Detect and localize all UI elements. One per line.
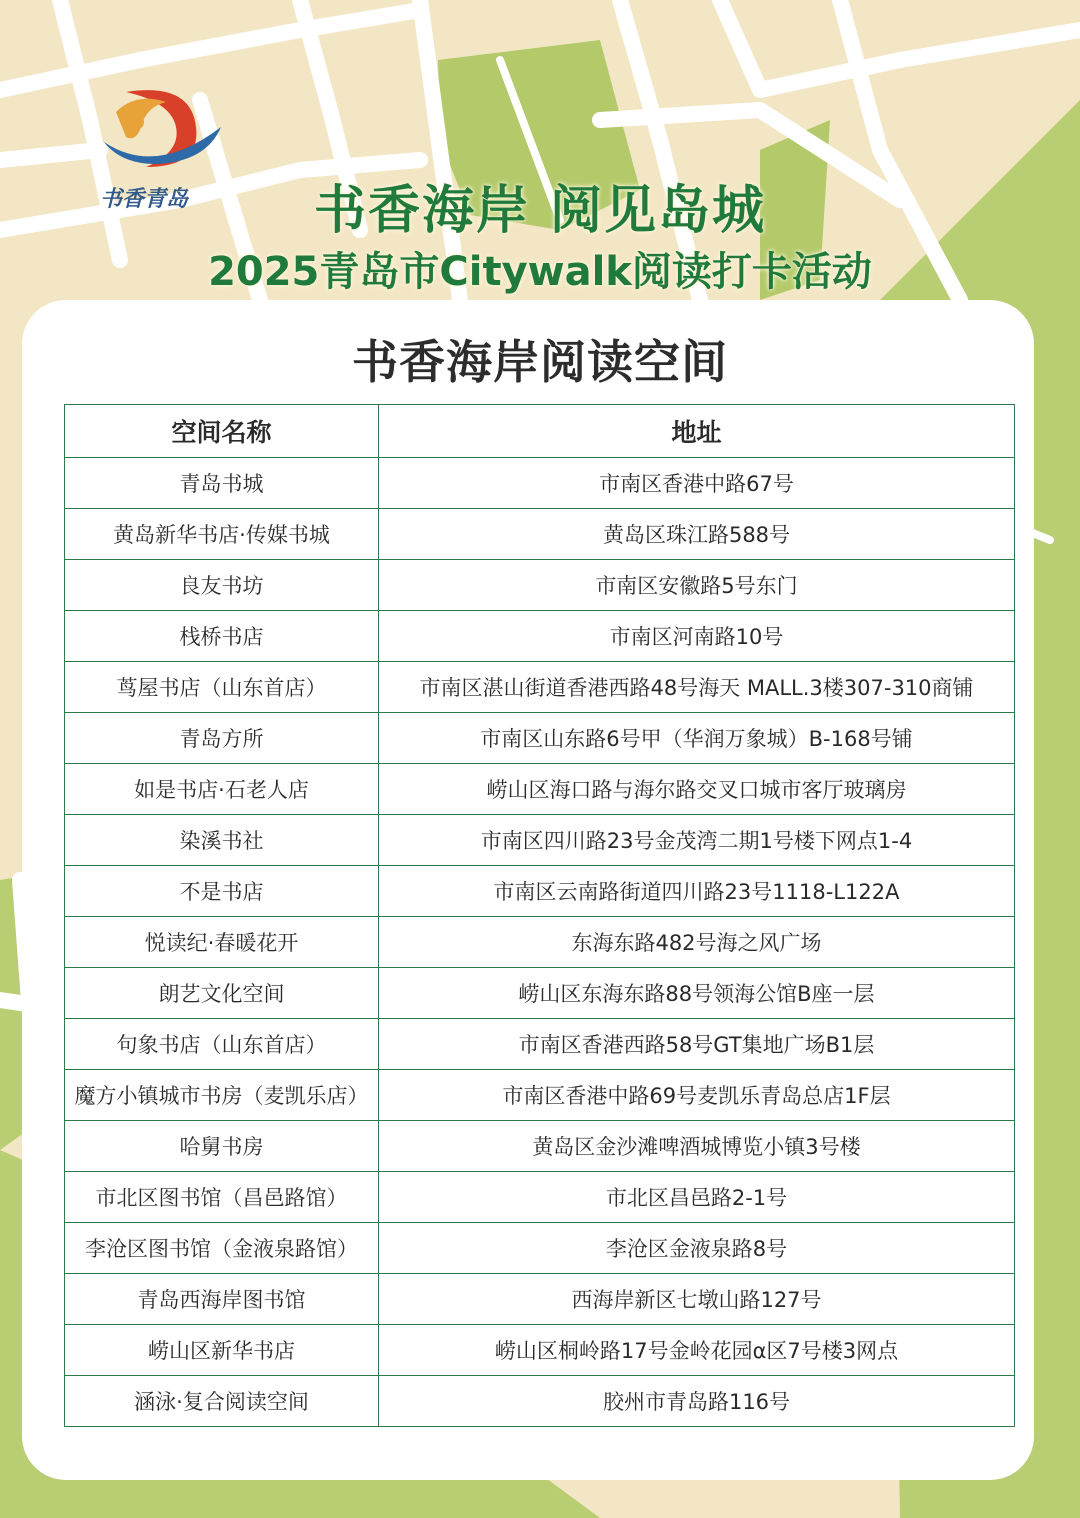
space-name-cell: 李沧区图书馆（金液泉路馆） [65, 1223, 379, 1274]
address-cell: 市南区河南路10号 [379, 611, 1015, 662]
table-row [65, 560, 1015, 611]
table-row [65, 917, 1015, 968]
address-cell: 黄岛区珠江路588号 [379, 509, 1015, 560]
address-cell: 李沧区金液泉路8号 [379, 1223, 1015, 1274]
table-row [65, 1223, 1015, 1274]
address-cell: 市南区安徽路5号东门 [379, 560, 1015, 611]
table-row [65, 1274, 1015, 1325]
table-row [65, 1070, 1015, 1121]
table-row [65, 713, 1015, 764]
table-row [65, 1376, 1015, 1427]
column-header-address: 地址 [379, 405, 1015, 458]
address-cell: 市南区山东路6号甲（华润万象城）B-168号铺 [379, 713, 1015, 764]
logo-mark-icon [96, 82, 226, 182]
address-cell: 崂山区桐岭路17号金岭花园α区7号楼3网点 [379, 1325, 1015, 1376]
address-cell: 胶州市青岛路116号 [379, 1376, 1015, 1427]
table-header-row [65, 405, 1015, 458]
main-title: 书香海岸 阅见岛城 [313, 181, 767, 241]
table-row [65, 1172, 1015, 1223]
space-name-cell: 染溪书社 [65, 815, 379, 866]
table-row [65, 611, 1015, 662]
space-name-cell: 崂山区新华书店 [65, 1325, 379, 1376]
space-name-cell: 不是书店 [65, 866, 379, 917]
address-cell: 崂山区东海东路88号领海公馆B座一层 [379, 968, 1015, 1019]
space-name-cell: 青岛书城 [65, 458, 379, 509]
space-name-cell: 如是书店·石老人店 [65, 764, 379, 815]
space-name-cell: 涵泳·复合阅读空间 [65, 1376, 379, 1427]
address-cell: 市南区香港中路67号 [379, 458, 1015, 509]
table-row [65, 764, 1015, 815]
table-row [65, 509, 1015, 560]
table-row [65, 1325, 1015, 1376]
address-cell: 市南区云南路街道四川路23号1118-L122A [379, 866, 1015, 917]
section-title: 书香海岸阅读空间 [352, 335, 728, 389]
space-name-cell: 良友书坊 [65, 560, 379, 611]
table-row [65, 458, 1015, 509]
space-name-cell: 悦读纪·春暖花开 [65, 917, 379, 968]
table-row [65, 866, 1015, 917]
logo-text: 书香青岛 [100, 186, 189, 212]
space-name-cell: 句象书店（山东首店） [65, 1019, 379, 1070]
address-cell: 黄岛区金沙滩啤酒城博览小镇3号楼 [379, 1121, 1015, 1172]
address-cell: 东海东路482号海之风广场 [379, 917, 1015, 968]
space-name-cell: 魔方小镇城市书房（麦凯乐店） [65, 1070, 379, 1121]
table-row [65, 1121, 1015, 1172]
space-name-cell: 市北区图书馆（昌邑路馆） [65, 1172, 379, 1223]
space-name-cell: 栈桥书店 [65, 611, 379, 662]
reading-space-table [64, 404, 1014, 1427]
space-name-cell: 朗艺文化空间 [65, 968, 379, 1019]
table-row [65, 815, 1015, 866]
sub-title: 2025青岛市Citywalk阅读打卡活动 [208, 249, 872, 295]
space-name-cell: 黄岛新华书店·传媒书城 [65, 509, 379, 560]
table-row [65, 968, 1015, 1019]
space-name-cell: 茑屋书店（山东首店） [65, 662, 379, 713]
address-cell: 市南区四川路23号金茂湾二期1号楼下网点1-4 [379, 815, 1015, 866]
address-cell: 市南区香港中路69号麦凯乐青岛总店1F层 [379, 1070, 1015, 1121]
column-header-name: 空间名称 [65, 405, 379, 458]
address-cell: 西海岸新区七墩山路127号 [379, 1274, 1015, 1325]
address-cell: 市北区昌邑路2-1号 [379, 1172, 1015, 1223]
space-name-cell: 青岛西海岸图书馆 [65, 1274, 379, 1325]
space-name-cell: 青岛方所 [65, 713, 379, 764]
table-row [65, 662, 1015, 713]
address-cell: 崂山区海口路与海尔路交叉口城市客厅玻璃房 [379, 764, 1015, 815]
space-name-cell: 哈舅书房 [65, 1121, 379, 1172]
table-row [65, 1019, 1015, 1070]
address-cell: 市南区香港西路58号GT集地广场B1层 [379, 1019, 1015, 1070]
address-cell: 市南区湛山街道香港西路48号海天 MALL.3楼307-310商铺 [379, 662, 1015, 713]
